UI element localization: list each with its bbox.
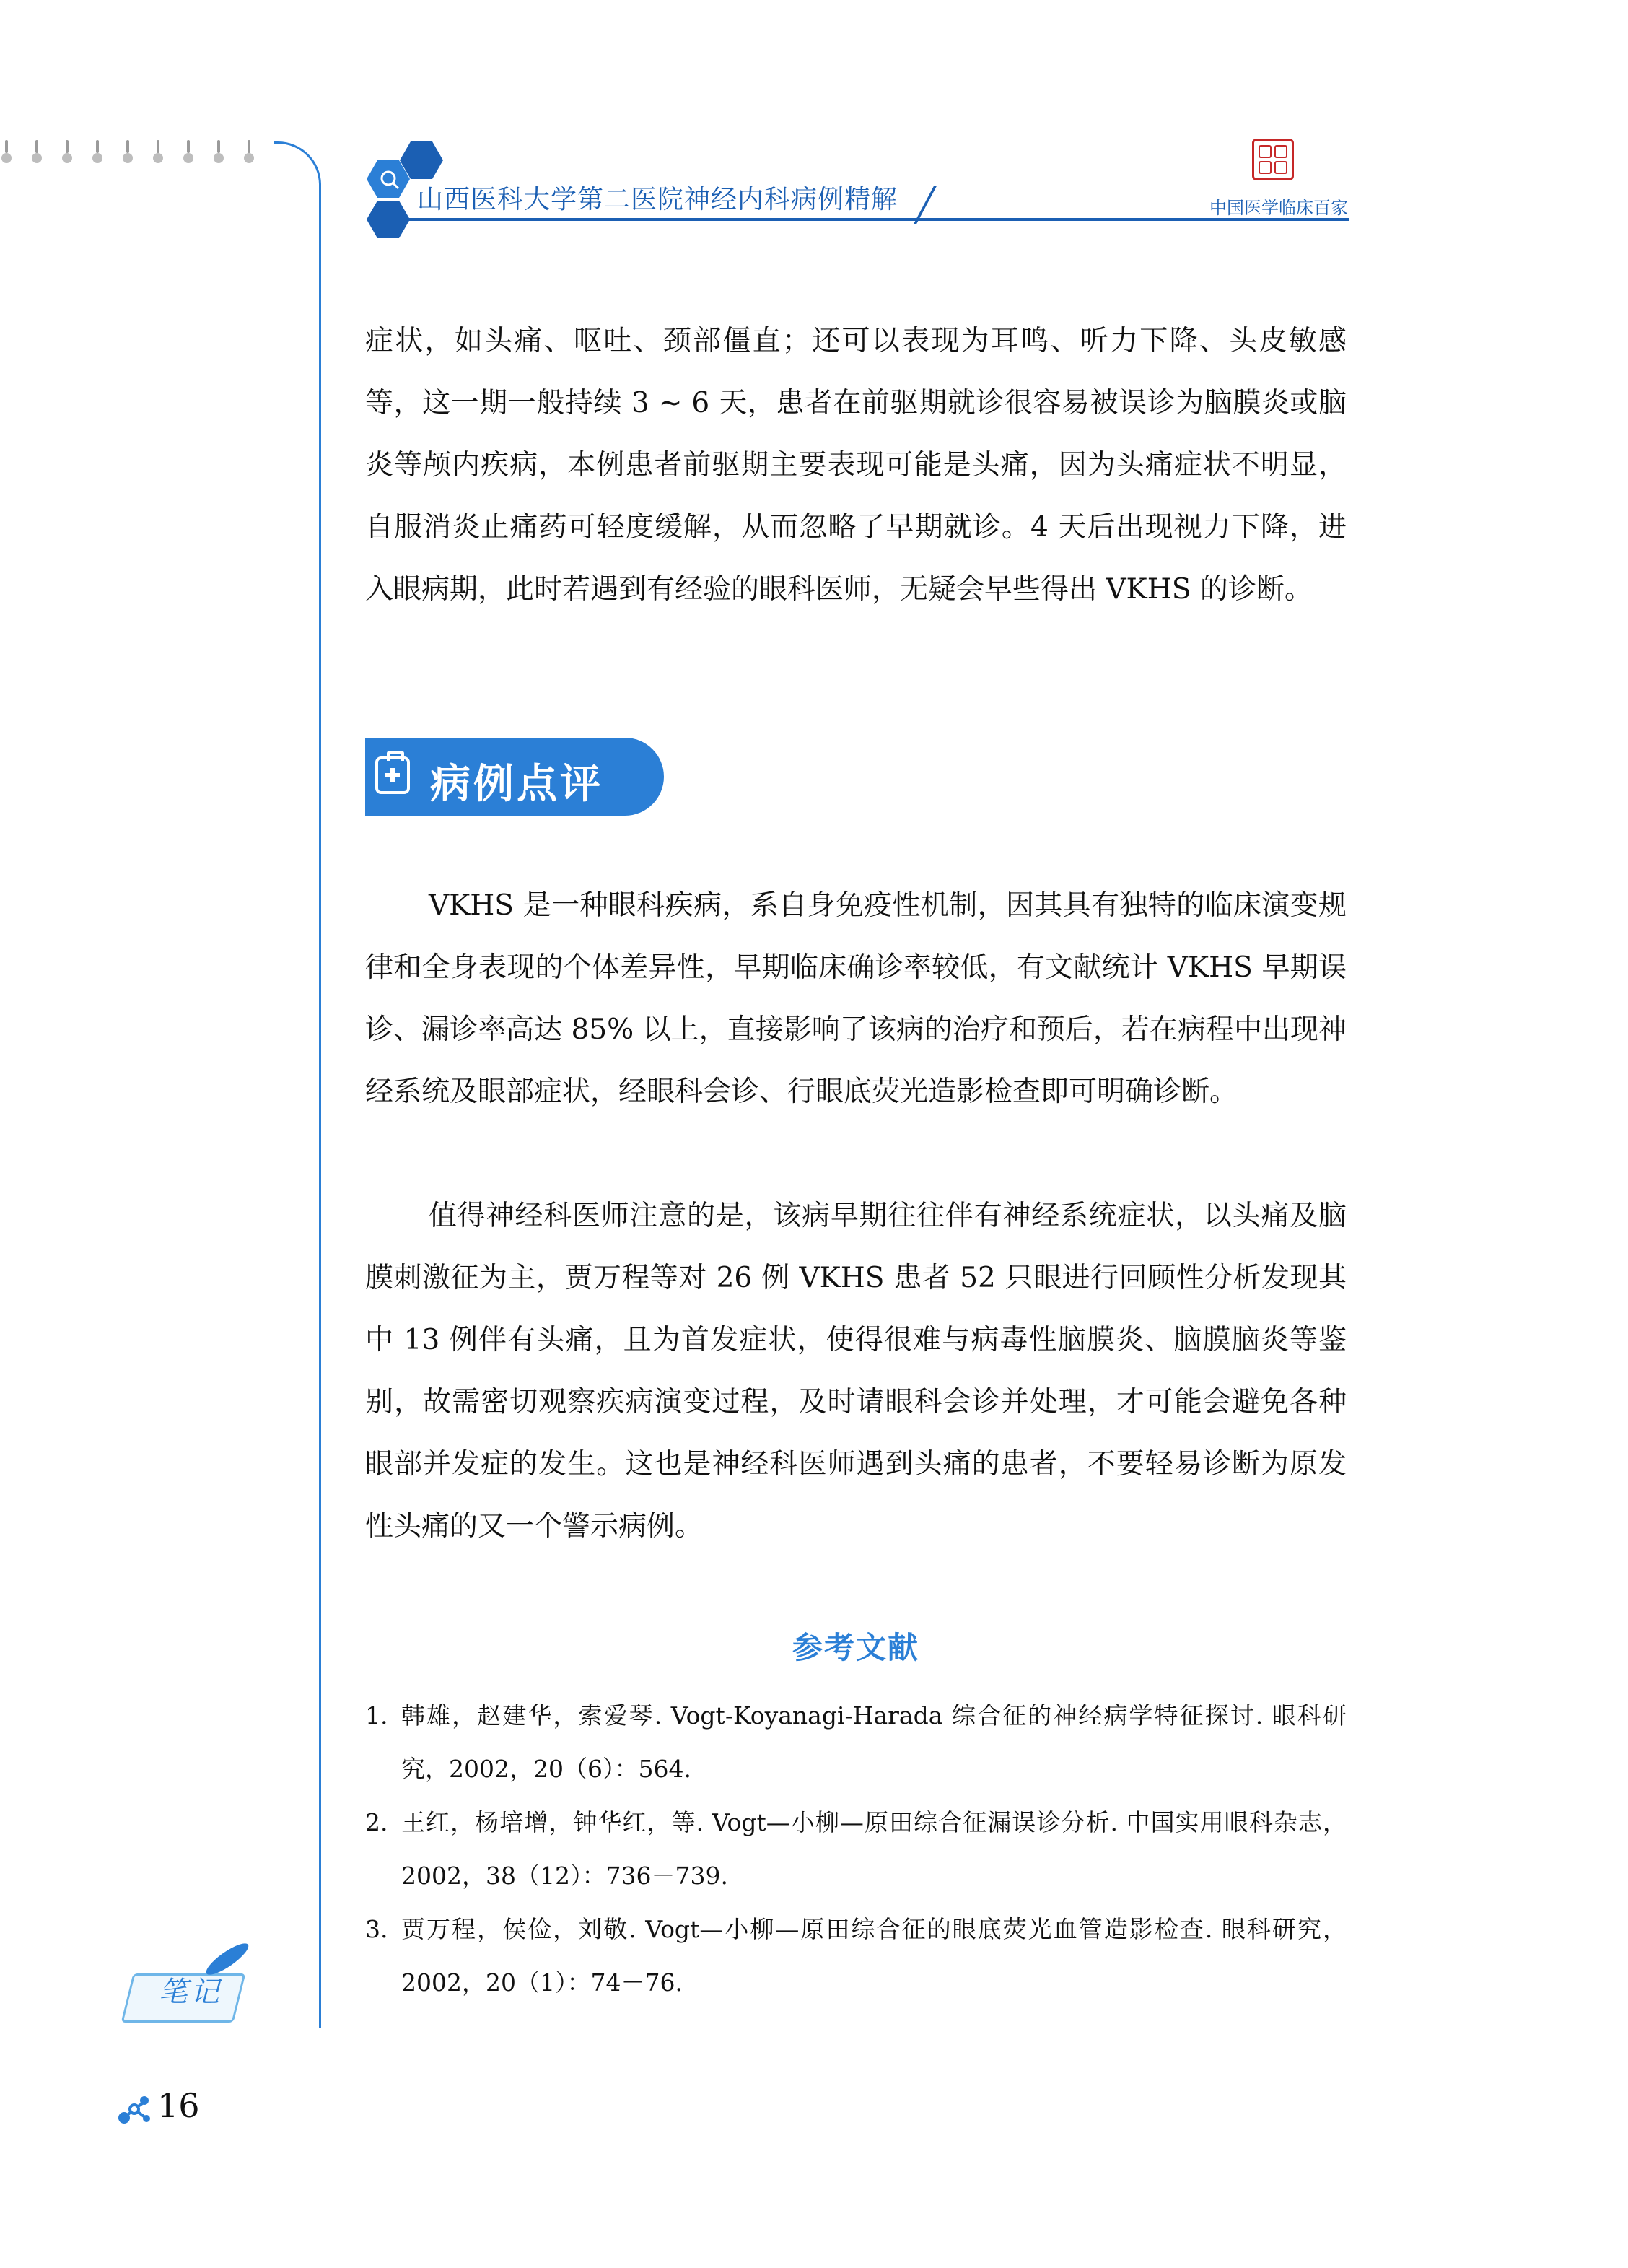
medical-kit-icon	[375, 756, 410, 794]
reference-list	[365, 1689, 1347, 2010]
header-title: 山西医科大学第二医院神经内科病例精解	[417, 185, 898, 214]
margin-line	[274, 141, 321, 2028]
commentary-paragraph: VKHS 是一种眼科疾病，系自身免疫性机制，因其具有独特的临床演变规律和全身表现的个体差异性，早期临床确诊率较低，有文献统计 VKHS 早期误诊、漏诊率高达 85% 以上，直接影响了该病的治疗和预后，若在病程中出现神经系统及眼部症状，经眼科会诊、行眼底荧光造影检查即可明确诊断。	[365, 889, 1347, 1108]
reference-item	[365, 1796, 1347, 1903]
reference-number: 3.	[365, 1915, 388, 1943]
reference-text: 韩雄，赵建华，索爱琴. Vogt-Koyanagi-Harada 综合征的神经病学特征探讨. 眼科研究，2002，20（6）：564.	[401, 1701, 1347, 1783]
reference-number: 2.	[365, 1808, 388, 1836]
reference-text: 王红，杨培增，钟华红，等. Vogt—小柳—原田综合征漏误诊分析. 中国实用眼科杂志，2002，38（12）：736－739.	[401, 1808, 1347, 1890]
intro-paragraph: 症状，如头痛、呕吐、颈部僵直；还可以表现为耳鸣、听力下降、头皮敏感等，这一期一般持续 3 ~ 6 天，患者在前驱期就诊很容易被误诊为脑膜炎或脑炎等颅内疾病，本例患者前驱期主要表现可能是头痛，因为头痛症状不明显，自服消炎止痛药可轻度缓解，从而忽略了早期就诊。4 天后出现视力下降，进入眼病期，此时若遇到有经验的眼科医师，无疑会早些得出 VKHS 的诊断。	[365, 325, 1347, 606]
reference-item	[365, 1903, 1347, 2010]
header-rule	[404, 218, 1349, 221]
publisher-name: 中国医学临床百家	[1209, 198, 1348, 218]
reference-number: 1.	[365, 1701, 388, 1730]
notebook-rings	[0, 140, 274, 169]
hexagon-logo-icon	[367, 201, 410, 238]
section-banner	[365, 738, 664, 816]
magnifier-icon	[372, 167, 404, 192]
references-heading: 参考文献	[792, 1630, 919, 1665]
molecule-icon	[115, 2093, 153, 2127]
section-title: 病例点评	[430, 761, 603, 808]
seal-logo-icon	[1252, 139, 1294, 180]
page-number: 16	[157, 2086, 200, 2125]
notes-icon	[115, 1949, 253, 2028]
reference-item	[365, 1689, 1347, 1796]
commentary-paragraph: 值得神经科医师注意的是，该病早期往往伴有神经系统症状，以头痛及脑膜刺激征为主，贾万程等对 26 例 VKHS 患者 52 只眼进行回顾性分析发现其中 13 例伴有头痛，且为首发症状，使得很难与病毒性脑膜炎、脑膜脑炎等鉴别，故需密切观察疾病演变过程，及时请眼科会诊并处理，才可能会避免各种眼部并发症的发生。这也是神经科医师遇到头痛的患者，不要轻易诊断为原发性头痛的又一个警示病例。	[365, 1200, 1347, 1543]
reference-text: 贾万程，侯俭，刘敬. Vogt—小柳—原田综合征的眼底荧光血管造影检查. 眼科研究，2002，20（1）：74－76.	[401, 1915, 1347, 1997]
notes-label: 笔记	[159, 1976, 222, 2009]
